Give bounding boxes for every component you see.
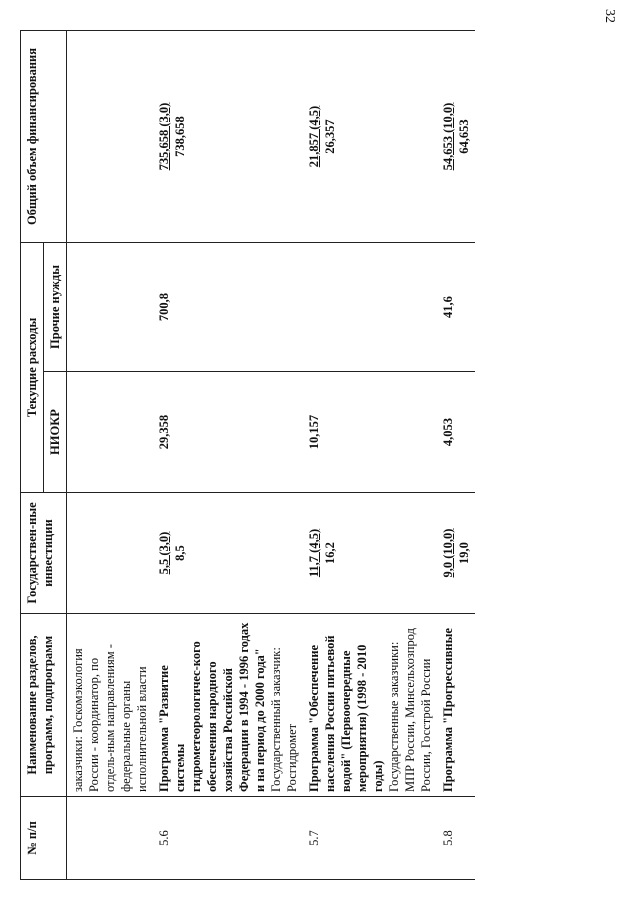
other-needs-cell — [437, 243, 475, 372]
state-investments-total: 19,0 — [457, 542, 471, 564]
page-number: 32 — [602, 9, 617, 23]
table-row-intro — [67, 31, 154, 880]
state-investments-value: 5,5 (3,0) — [157, 531, 171, 575]
cell-empty — [67, 243, 154, 372]
rotated-table-container — [20, 30, 580, 880]
state-investments-total: 16,2 — [323, 542, 337, 564]
state-investments-total: 8,5 — [173, 545, 187, 561]
row-number: 5.8 — [437, 797, 475, 880]
table-row — [437, 31, 475, 880]
row-number: 5.7 — [303, 797, 437, 880]
cell-empty — [67, 31, 154, 243]
state-investments-cell — [303, 493, 437, 614]
program-name — [153, 614, 303, 797]
program-title: Программа "Прогрессивные — [441, 628, 455, 792]
other-needs-cell — [153, 243, 303, 372]
other-needs-value: 41,6 — [441, 296, 455, 318]
header-state-investments: Государствен-ные инвестиции — [21, 493, 67, 614]
header-name: Наименование разделов, программ, подпрограмм — [21, 614, 67, 797]
header-other-needs: Прочие нужды — [44, 243, 67, 372]
other-needs-cell — [303, 243, 437, 372]
state-investments-cell — [437, 493, 475, 614]
financing-table — [20, 30, 475, 880]
header-total-financing: Общий объем финансирования — [21, 31, 67, 243]
cell-empty — [67, 797, 154, 880]
cell-empty — [67, 493, 154, 614]
table-row — [153, 31, 303, 880]
program-title: Программа "Развитие системы гидрометеорологичес-кого обеспечения народного хозяйства Российской Федерации в 1994 - 1996 годах и на период до 2000 года" — [157, 622, 267, 792]
total-sum: 64,653 — [457, 119, 471, 154]
state-investments-value: 9,0 (10,0) — [441, 528, 455, 578]
total-value: 735,658 (3,0) — [157, 102, 171, 171]
total-value: 54,653 (10,0) — [441, 102, 455, 171]
program-name — [437, 614, 475, 797]
cell-empty — [67, 372, 154, 493]
table-row — [303, 31, 437, 880]
program-customer: Государственный заказчик: Росгидромет — [269, 647, 299, 792]
total-sum: 738,658 — [173, 116, 187, 157]
header-num: № п/п — [21, 797, 67, 880]
header-niokr: НИОКР — [44, 372, 67, 493]
total-cell — [153, 31, 303, 243]
niokr-cell — [153, 372, 303, 493]
state-investments-cell — [153, 493, 303, 614]
niokr-value: 10,157 — [307, 414, 321, 450]
intro-text: заказчики: Госкомэкология России - координатор, по отдель-ным направлениям - федеральные органы исполнительной власти — [67, 614, 154, 797]
row-number: 5.6 — [153, 797, 303, 880]
state-investments-value: 11,7 (4,5) — [307, 528, 321, 578]
header-current-expenses: Текущие расходы — [21, 243, 44, 493]
program-title: Программа "Обеспечение населения России питьевой водой" (Первоочередные мероприятия) (1998 - 2010 годы) — [307, 635, 385, 792]
program-customer: Государственные заказчики: МПР России, Минсельхозпрод России, Госстрой России — [387, 628, 433, 792]
niokr-cell — [303, 372, 437, 493]
total-cell — [437, 31, 475, 243]
other-needs-value: 700,8 — [157, 292, 171, 322]
total-cell — [303, 31, 437, 243]
niokr-value: 29,358 — [157, 414, 171, 450]
total-value: 21,857 (4,5) — [307, 105, 321, 168]
program-name — [303, 614, 437, 797]
niokr-value: 4,053 — [441, 417, 455, 447]
total-sum: 26,357 — [323, 119, 337, 154]
niokr-cell — [437, 372, 475, 493]
